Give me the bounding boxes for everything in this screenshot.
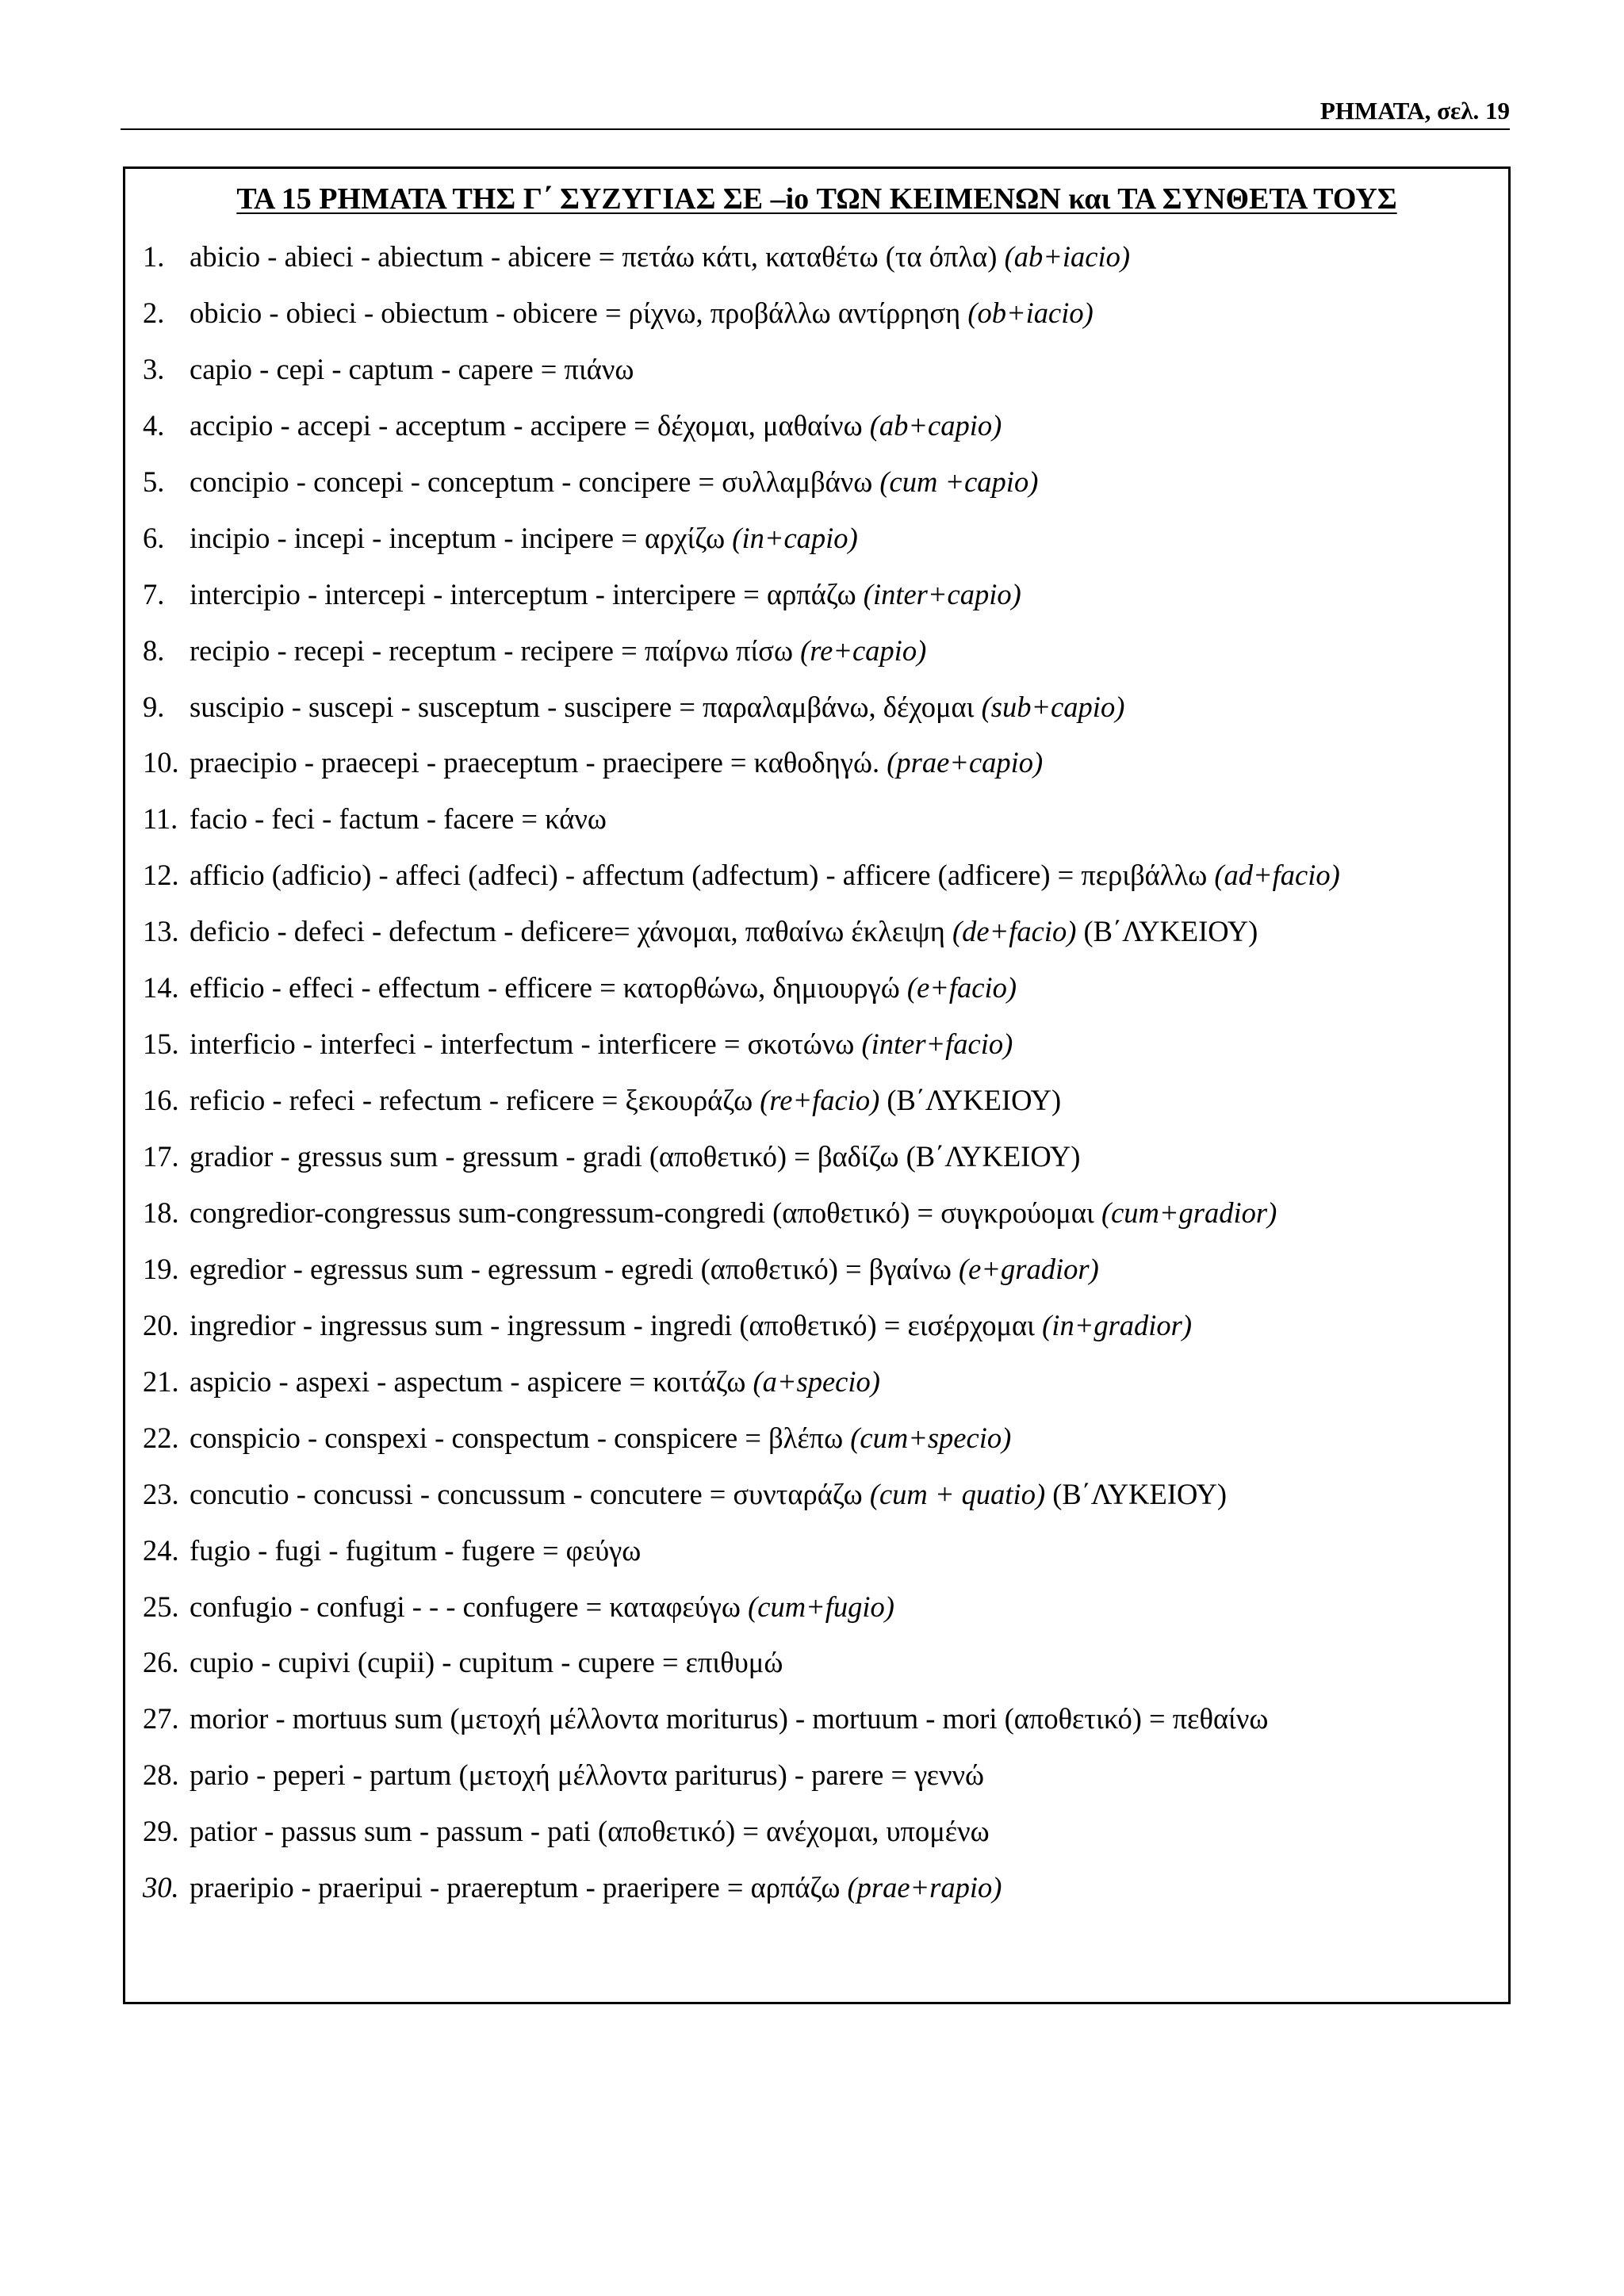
item-number: 28. xyxy=(143,1758,179,1792)
etymology-text: e+gradior xyxy=(968,1252,1090,1285)
verb-forms: abicio - abieci - abiectum - abicere = πετάω κάτι, καταθέτω (τα όπλα) xyxy=(190,240,998,273)
list-item xyxy=(143,1363,1507,1419)
item-number: 3. xyxy=(143,352,165,385)
item-number: 6. xyxy=(143,521,165,554)
item-text xyxy=(190,519,858,557)
list-item xyxy=(143,576,1507,632)
etymology-text: cum +capio xyxy=(889,465,1029,498)
item-number: 10. xyxy=(143,746,179,779)
grade-note: (Β΄ΛΥΚΕΙΟΥ) xyxy=(1052,1477,1228,1510)
verb-forms: recipio - recepi - receptum - recipere = παίρνω πίσω xyxy=(190,633,794,667)
etymology: (de+facio) xyxy=(952,915,1077,948)
item-text xyxy=(190,1138,1080,1176)
verb-forms: cupio - cupivi (cupii) - cupitum - cupere = επιθυμώ xyxy=(190,1646,783,1679)
list-item xyxy=(143,1250,1507,1307)
item-text xyxy=(190,1812,990,1850)
item-text xyxy=(190,688,1124,726)
etymology: (re+facio) xyxy=(760,1084,880,1117)
list-item xyxy=(143,1700,1507,1756)
item-text xyxy=(190,1250,1099,1288)
item-number: 7. xyxy=(143,577,165,610)
etymology: (cum+gradior) xyxy=(1101,1196,1277,1229)
etymology-text: ad+facio xyxy=(1224,859,1331,892)
etymology-text: cum+gradior xyxy=(1111,1196,1268,1229)
item-number: 27. xyxy=(143,1702,179,1735)
list-item xyxy=(143,1588,1507,1644)
verb-forms: efficio - effeci - effectum - efficere = κατορθώνω, δημιουργώ xyxy=(190,971,900,1004)
etymology-text: prae+rapio xyxy=(856,1871,993,1904)
etymology: (sub+capio) xyxy=(981,690,1125,723)
item-text xyxy=(190,1588,894,1626)
verb-forms: patior - passus sum - passum - pati (αποθετικό) = ανέχομαι, υπομένω xyxy=(190,1815,990,1848)
list-item xyxy=(143,1756,1507,1812)
list-item xyxy=(143,969,1507,1025)
list-item xyxy=(143,1475,1507,1532)
list-item xyxy=(143,519,1507,576)
verb-forms: confugio - confugi - - - confugere = καταφεύγω xyxy=(190,1590,741,1623)
list-item xyxy=(143,1532,1507,1588)
item-number: 1. xyxy=(143,240,165,273)
etymology: (re+capio) xyxy=(800,633,927,667)
item-number: 22. xyxy=(143,1421,179,1454)
verb-forms: capio - cepi - captum - capere = πιάνω xyxy=(190,352,634,385)
item-text xyxy=(190,407,1002,445)
item-text xyxy=(190,294,1094,332)
item-text xyxy=(190,1363,880,1401)
verb-forms: ingredior - ingressus sum - ingressum - ingredi (αποθετικό) = εισέρχομαι xyxy=(190,1308,1036,1341)
etymology: (ab+capio) xyxy=(869,408,1002,442)
etymology-text: re+facio xyxy=(769,1084,871,1117)
etymology: (inter+capio) xyxy=(863,577,1021,610)
item-number: 8. xyxy=(143,633,165,667)
item-text xyxy=(190,744,1043,782)
item-number: 25. xyxy=(143,1590,179,1623)
etymology-text: cum + quatio xyxy=(879,1477,1036,1510)
item-text xyxy=(190,800,607,838)
item-text xyxy=(190,238,1130,276)
list-item xyxy=(143,1812,1507,1869)
grade-note: (Β΄ΛΥΚΕΙΟΥ) xyxy=(887,1084,1062,1117)
item-text xyxy=(190,1644,783,1682)
item-text xyxy=(190,969,1017,1007)
item-number: 29. xyxy=(143,1815,179,1848)
verb-forms: fugio - fugi - fugitum - fugere = φεύγω xyxy=(190,1533,642,1567)
item-number: 18. xyxy=(143,1196,179,1229)
verb-forms: interficio - interfeci - interfectum - interficere = σκοτώνω xyxy=(190,1027,855,1061)
item-number: 26. xyxy=(143,1646,179,1679)
item-number: 15. xyxy=(143,1027,179,1061)
item-text xyxy=(190,1419,1011,1457)
item-text xyxy=(190,856,1340,894)
etymology: (cum+specio) xyxy=(850,1421,1012,1454)
item-text xyxy=(190,1869,1002,1907)
etymology-text: in+gradior xyxy=(1051,1308,1182,1341)
verb-forms: afficio (adficio) - affeci (adfeci) - affectum (adfectum) - afficere (adficere) = περιβάλλω xyxy=(190,859,1208,892)
etymology-text: inter+facio xyxy=(871,1027,1004,1061)
verb-forms: praecipio - praecepi - praeceptum - praecipere = καθοδηγώ. xyxy=(190,746,880,779)
box-title: ΤΑ 15 ΡΗΜΑΤΑ ΤΗΣ Γ΄ ΣΥΖΥΓΙΑΣ ΣΕ –io ΤΩΝ ΚΕΙΜΕΝΩΝ και ΤΑ ΣΥΝΘΕΤΑ ΤΟΥΣ xyxy=(236,182,1397,216)
verb-forms: concipio - concepi - conceptum - concipere = συλλαμβάνω xyxy=(190,465,873,498)
etymology: (e+facio) xyxy=(906,971,1017,1004)
list-item xyxy=(143,1194,1507,1250)
etymology-text: in+capio xyxy=(741,521,848,554)
item-number: 12. xyxy=(143,859,179,892)
list-item xyxy=(143,350,1507,407)
verb-forms: praeripio - praeripui - praereptum - praeripere = αρπάζω xyxy=(190,1871,841,1904)
etymology-text: sub+capio xyxy=(990,690,1116,723)
item-text xyxy=(190,1081,1061,1119)
etymology: (cum+fugio) xyxy=(748,1590,894,1623)
verb-forms: accipio - accepi - acceptum - accipere = δέχομαι, μαθαίνω xyxy=(190,408,863,442)
item-number: 19. xyxy=(143,1252,179,1285)
item-number: 4. xyxy=(143,408,165,442)
verb-forms: reficio - refeci - refectum - reficere = ξεκουράζω xyxy=(190,1084,753,1117)
list-item xyxy=(143,1025,1507,1081)
item-number: 13. xyxy=(143,915,179,948)
list-item xyxy=(143,856,1507,913)
item-number: 23. xyxy=(143,1477,179,1510)
verb-forms: gradior - gressus sum - gressum - gradi (αποθετικό) = βαδίζω (Β΄ΛΥΚΕΙΟΥ) xyxy=(190,1140,1081,1173)
verb-forms: conspicio - conspexi - conspectum - conspicere = βλέπω xyxy=(190,1421,844,1454)
item-text xyxy=(190,1700,1268,1738)
item-number: 5. xyxy=(143,465,165,498)
item-text xyxy=(190,463,1038,501)
item-number: 14. xyxy=(143,971,179,1004)
etymology-text: cum+specio xyxy=(860,1421,1002,1454)
etymology: (prae+capio) xyxy=(887,746,1044,779)
etymology-text: prae+capio xyxy=(896,746,1034,779)
etymology: (in+gradior) xyxy=(1042,1308,1193,1341)
item-number: 21. xyxy=(143,1364,179,1398)
list-item xyxy=(143,1419,1507,1475)
etymology: (ab+iacio) xyxy=(1004,240,1131,273)
list-item xyxy=(143,800,1507,856)
item-number: 16. xyxy=(143,1084,179,1117)
item-number: 9. xyxy=(143,690,165,723)
verbs-box xyxy=(123,166,1511,2004)
verb-forms: pario - peperi - partum (μετοχή μέλλοντα pariturus) - parere = γεννώ xyxy=(190,1758,985,1792)
verb-forms: suscipio - suscepi - susceptum - suscipere = παραλαμβάνω, δέχομαι xyxy=(190,690,975,723)
list-item xyxy=(143,407,1507,463)
etymology-text: re+capio xyxy=(810,633,917,667)
list-item xyxy=(143,1869,1507,1925)
list-item xyxy=(143,688,1507,744)
item-text xyxy=(190,632,926,670)
list-item xyxy=(143,744,1507,800)
item-text xyxy=(190,1307,1192,1345)
list-item xyxy=(143,463,1507,519)
etymology: (cum + quatio) xyxy=(869,1477,1046,1510)
verb-forms: facio - feci - factum - facere = κάνω xyxy=(190,802,607,836)
page-header xyxy=(121,94,1510,130)
verb-forms: aspicio - aspexi - aspectum - aspicere = κοιτάζω xyxy=(190,1364,746,1398)
verb-forms: intercipio - intercepi - interceptum - intercipere = αρπάζω xyxy=(190,577,856,610)
verb-forms: obicio - obieci - obiectum - obicere = ρίχνω, προβάλλω αντίρρηση xyxy=(190,296,961,329)
item-number: 20. xyxy=(143,1308,179,1341)
item-text xyxy=(190,913,1258,951)
verb-forms: morior - mortuus sum (μετοχή μέλλοντα moriturus) - mortuum - mori (αποθετικό) = πεθαίνω xyxy=(190,1702,1269,1735)
etymology: (inter+facio) xyxy=(861,1027,1013,1061)
verb-forms: concutio - concussi - concussum - concutere = συνταράζω xyxy=(190,1477,863,1510)
list-item xyxy=(143,294,1507,350)
list-item xyxy=(143,238,1507,294)
item-text xyxy=(190,350,634,388)
item-number: 30. xyxy=(143,1871,179,1904)
etymology: (ob+iacio) xyxy=(967,296,1094,329)
list-item xyxy=(143,1081,1507,1138)
etymology-text: e+facio xyxy=(917,971,1007,1004)
item-text xyxy=(190,576,1021,614)
item-number: 2. xyxy=(143,296,165,329)
etymology-text: de+facio xyxy=(962,915,1067,948)
etymology-text: ab+capio xyxy=(879,408,993,442)
etymology: (in+capio) xyxy=(732,521,858,554)
list-item xyxy=(143,913,1507,969)
item-text xyxy=(190,1475,1227,1513)
etymology: (cum +capio) xyxy=(879,465,1039,498)
etymology-text: a+specio xyxy=(762,1364,871,1398)
etymology-text: ab+iacio xyxy=(1013,240,1120,273)
item-number: 11. xyxy=(143,802,178,836)
item-text xyxy=(190,1532,641,1570)
item-number: 17. xyxy=(143,1140,179,1173)
etymology: (a+specio) xyxy=(753,1364,880,1398)
list-item xyxy=(143,1644,1507,1700)
etymology-text: ob+iacio xyxy=(977,296,1084,329)
grade-note: (Β΄ΛΥΚΕΙΟΥ) xyxy=(1083,915,1258,948)
item-number: 24. xyxy=(143,1533,179,1567)
list-item xyxy=(143,1307,1507,1363)
verb-forms: incipio - incepi - inceptum - incipere = αρχίζω xyxy=(190,521,726,554)
item-text xyxy=(190,1025,1013,1063)
verb-forms: egredior - egressus sum - egressum - egredi (αποθετικό) = βγαίνω xyxy=(190,1252,952,1285)
verb-list xyxy=(143,238,1507,1925)
etymology-text: cum+fugio xyxy=(757,1590,885,1623)
etymology: (e+gradior) xyxy=(959,1252,1099,1285)
etymology-text: inter+capio xyxy=(872,577,1012,610)
etymology: (prae+rapio) xyxy=(847,1871,1002,1904)
list-item xyxy=(143,632,1507,688)
item-text xyxy=(190,1756,984,1794)
page-label: ΡΗΜΑΤΑ, σελ. 19 xyxy=(1320,97,1510,124)
list-item xyxy=(143,1138,1507,1194)
item-text xyxy=(190,1194,1277,1232)
etymology: (ad+facio) xyxy=(1214,859,1340,892)
verb-forms: congredior-congressus sum-congressum-congredi (αποθετικό) = συγκρούομαι xyxy=(190,1196,1094,1229)
verb-forms: deficio - defeci - defectum - deficere= χάνομαι, παθαίνω έκλειψη xyxy=(190,915,945,948)
